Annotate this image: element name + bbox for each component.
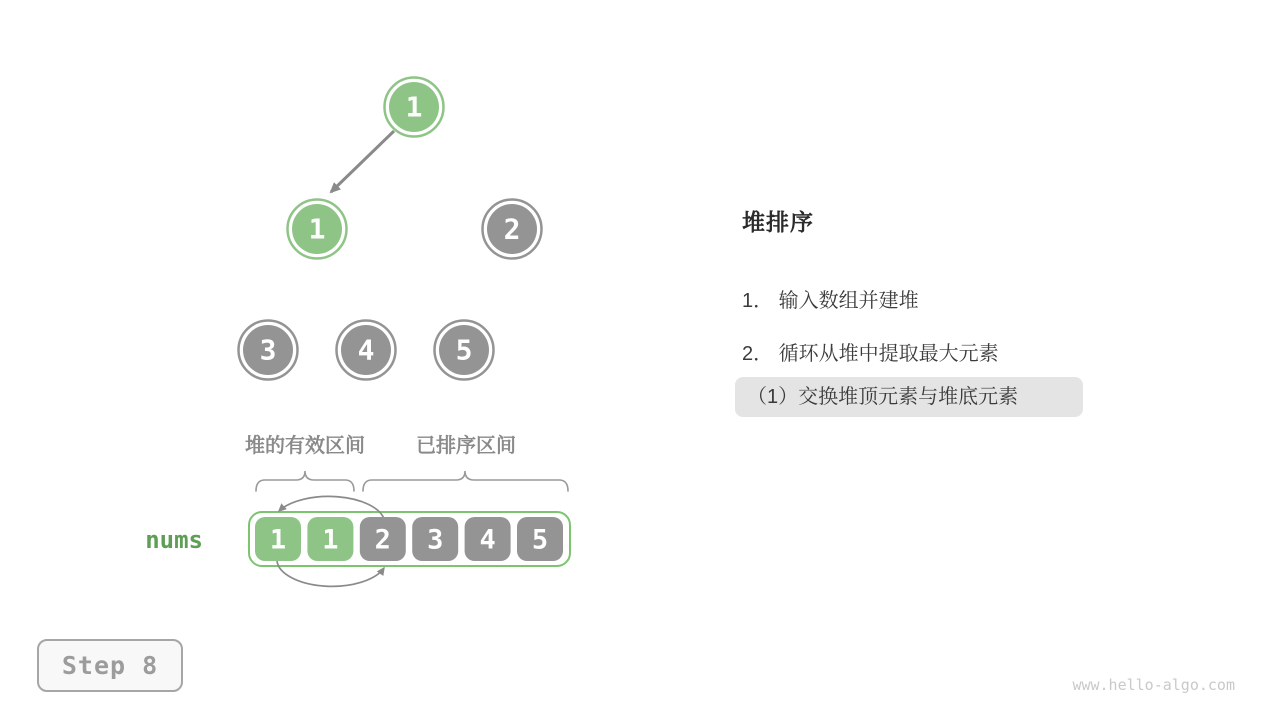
tree-node-left-child [288, 200, 347, 259]
array-cell-2 [360, 517, 406, 561]
nums-array-label: nums [145, 526, 203, 554]
tree-node-3 [239, 321, 298, 380]
watermark: www.hello-algo.com [1072, 676, 1235, 694]
step-badge: Step 8 [37, 639, 183, 692]
tree-node-root-value: 1 [405, 90, 423, 124]
array-region-annotations [245, 433, 568, 491]
tree-node-right-value: 2 [503, 212, 521, 246]
panel-substep-highlighted: （1）交换堆顶元素与堆底元素 [735, 377, 1083, 417]
tree-node-5 [435, 321, 494, 380]
tree-node-4-value: 4 [357, 333, 375, 367]
array-cell-5 [517, 517, 563, 561]
heap-tree [239, 78, 542, 380]
panel-step-1: 1． 输入数组并建堆 [742, 290, 919, 312]
tree-node-3-value: 3 [259, 333, 277, 367]
panel-step-2: 2． 循环从堆中提取最大元素 [742, 343, 999, 365]
tree-node-right-child [483, 200, 542, 259]
array-cell-2-value: 2 [374, 524, 391, 556]
heap-region-brace [256, 471, 354, 491]
array-cell-4 [465, 517, 511, 561]
sorted-region-brace [363, 471, 568, 491]
page-title: 堆排序 [742, 209, 814, 235]
array-cell-0-value: 1 [269, 524, 287, 556]
tree-node-5-value: 5 [455, 333, 473, 367]
tree-node-4 [337, 321, 396, 380]
tree-node-left-value: 1 [308, 212, 326, 246]
array-cell-1 [307, 517, 353, 561]
array-cell-1-value: 1 [322, 524, 339, 556]
array-cell-4-value: 4 [479, 524, 496, 556]
tree-edge-arrow [331, 131, 394, 192]
array-cell-3 [412, 517, 458, 561]
tree-node-root [385, 78, 444, 137]
heap-region-label: 堆的有效区间 [245, 435, 365, 457]
array-cell-5-value: 5 [531, 524, 549, 556]
array-cell-0 [255, 517, 301, 561]
array-cell-3-value: 3 [427, 524, 444, 556]
sorted-region-label: 已排序区间 [416, 435, 516, 457]
nums-array [145, 496, 570, 586]
